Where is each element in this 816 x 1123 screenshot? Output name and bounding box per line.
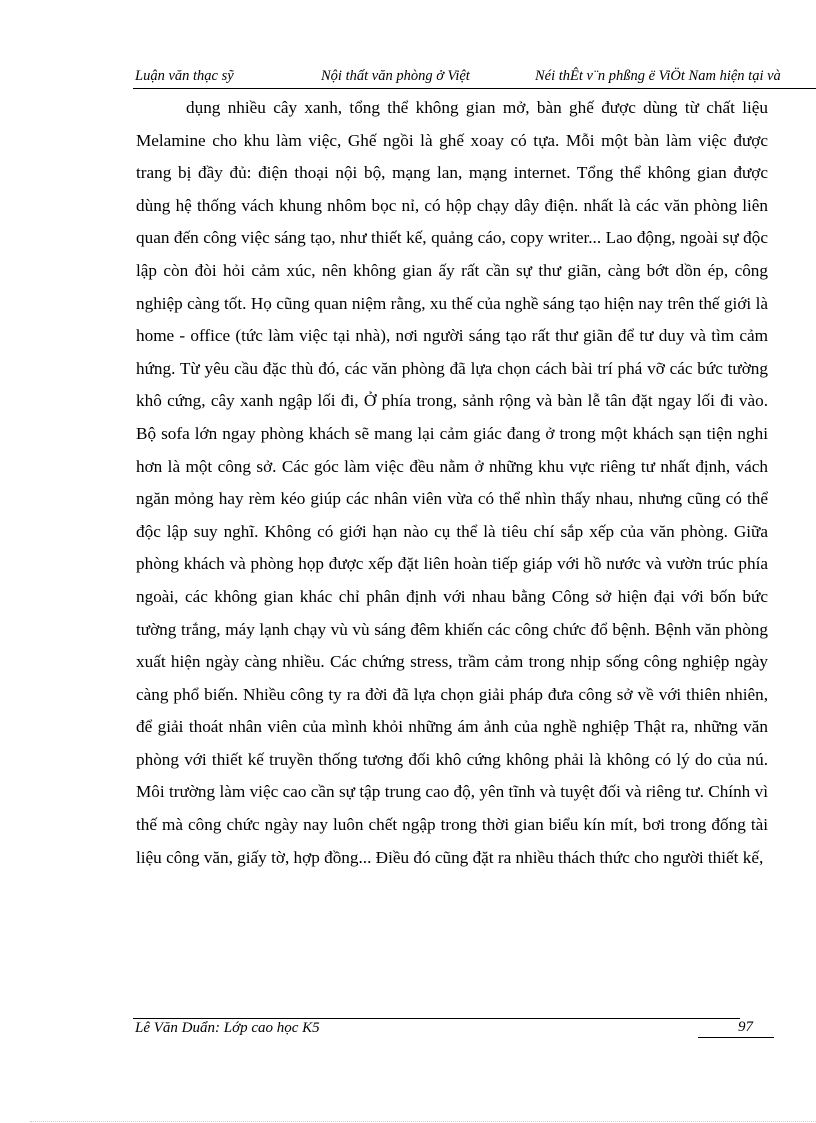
header-topic-title: Nội thất văn phòng ở Việt <box>321 68 470 84</box>
page-number: 97 <box>738 1019 753 1035</box>
header-topic-title-legacy-encoding: Néi thÊt v¨n phßng ë ViÖt Nam hiện tại và <box>535 68 781 84</box>
page-header <box>133 66 816 89</box>
page-bottom-edge <box>30 1121 816 1122</box>
header-thesis-label: Luận văn thạc sỹ <box>135 68 234 84</box>
page-number-box <box>698 1018 774 1038</box>
footer-divider <box>133 1018 740 1019</box>
body-paragraph: dụng nhiều cây xanh, tổng thể không gian mở, bàn ghế được dùng từ chất liệu Melamine cho khu làm việc, Ghế ngồi là ghế xoay có tựa. Mỗi một bàn làm việc được trang bị đầy đủ: điện thoại nội bộ, mạng lan, mạng internet. Tổng thể không gian được dùng hệ thống vách khung nhôm bọc nỉ, có hộp chạy dây điện. nhất là các văn phòng liên quan đến công việc sáng tạo, như thiết kế, quảng cáo, copy writer... Lao động, ngoài sự độc lập còn đòi hỏi cảm xúc, nên không gian ấy rất cần sự thư giãn, càng bớt dồn ép, công nghiệp càng tốt. Họ cũng quan niệm rằng, xu thế của nghề sáng tạo hiện nay trên thế giới là home - office (tức làm việc tại nhà), nơi người sáng tạo rất thư giãn để tư duy và tìm cảm hứng. Từ yêu cầu đặc thù đó, các văn phòng đã lựa chọn cách bài trí phá vỡ các bức tường khô cứng, cây xanh ngập lối đi, Ở phía trong, sảnh rộng và bàn lễ tân đặt ngay lối đi vào. Bộ sofa lớn ngay phòng khách sẽ mang lại cảm giác đang ở trong một khách sạn tiện nghi hơn là một công sở. Các góc làm việc đều nằm ở những khu vực riêng tư nhất định, vách ngăn mỏng hay rèm kéo giúp các nhân viên vừa có thể nhìn thấy nhau, nhưng cũng có thể độc lập suy nghĩ. Không có giới hạn nào cụ thể là tiêu chí sắp xếp của văn phòng. Giữa phòng khách và phòng họp được xếp đặt liên hoàn tiếp giáp với hồ nước và vườn trúc phía ngoài, các không gian khác chỉ phân định với nhau bằng Công sở hiện đại với bốn bức tường trắng, máy lạnh chạy vù vù sáng đêm khiến các công chức đổ bệnh. Bệnh văn phòng xuất hiện ngày càng nhiều. Các chứng stress, trầm cảm trong nhịp sống công nghiệp ngày càng phổ biến. Nhiều công ty ra đời đã lựa chọn giải pháp đưa công sở về với thiên nhiên, để giải thoát nhân viên của mình khỏi những ám ảnh của nghề nghiệp Thật ra, những văn phòng với thiết kế truyền thống tương đối khô cứng không phải là không có lý do của nú. Môi trường làm việc cao cần sự tập trung cao độ, yên tĩnh và tuyệt đối và riêng tư. Chính vì thế mà công chức ngày nay luôn chết ngập trong thời gian biểu kín mít, bơi trong đống tài liệu công văn, giấy tờ, hợp đồng... Điều đó cũng đặt ra nhiều thách thức cho người thiết kế, <box>136 98 768 867</box>
footer-author: Lê Văn Duẩn: Lớp cao học K5 <box>135 1020 320 1036</box>
